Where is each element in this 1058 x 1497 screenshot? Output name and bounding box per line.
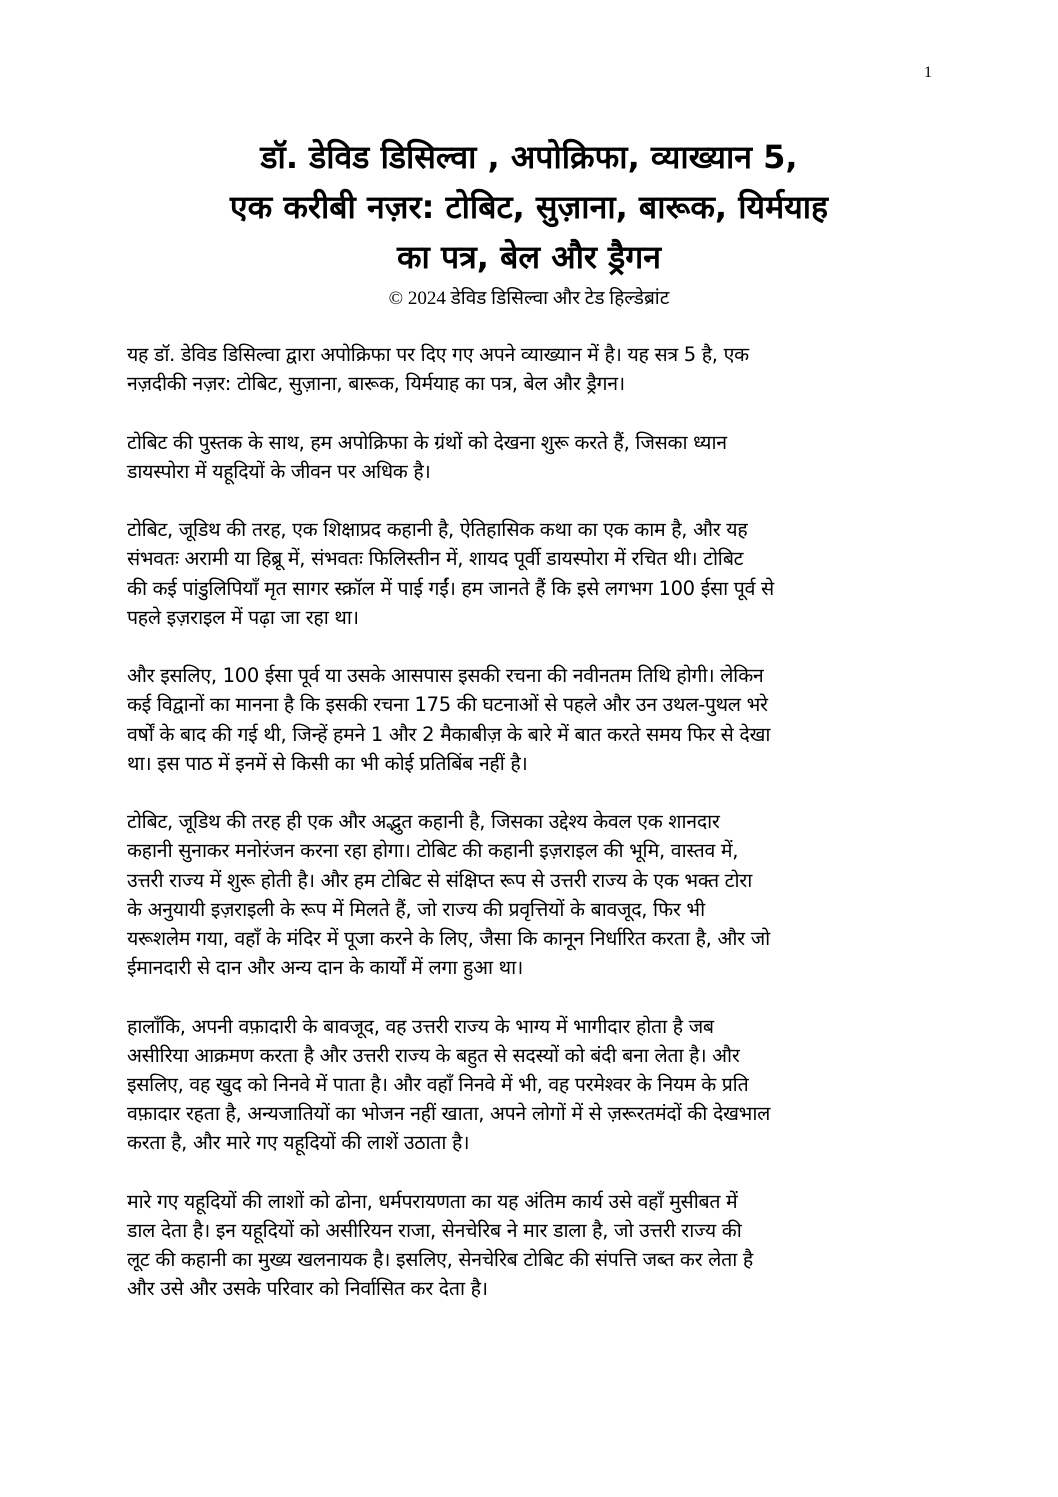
text-line: ईमानदारी से दान और अन्य दान के कार्यों में लगा हुआ था।: [127, 956, 523, 980]
text-line: के अनुयायी इज़राइली के रूप में मिलते हैं, जो राज्य की प्रवृत्तियों के बावजूद, फिर भी: [127, 897, 705, 921]
text-line: कई विद्वानों का मानना है कि इसकी रचना 175 की घटनाओं से पहले और उन उथल-पुथल भरे: [127, 693, 768, 717]
title-line: एक करीबी नज़र: टोबिट, सुज़ाना, बारूक, यिर्मयाह: [229, 188, 829, 226]
text-line: मारे गए यहूदियों की लाशों को ढोना, धर्मपरायणता का यह अंतिम कार्य उसे वहाँ मुसीबत में: [127, 1189, 738, 1213]
paragraph: [127, 428, 774, 486]
text-line: था। इस पाठ में इनमें से किसी का भी कोई प्रतिबिंब नहीं है।: [127, 751, 528, 775]
paragraph: [127, 515, 774, 632]
page-number: 1: [924, 64, 932, 81]
text-line: और उसे और उसके परिवार को निर्वासित कर देता है।: [127, 1277, 488, 1301]
document-title: [0, 132, 1058, 282]
paragraph: [127, 1012, 774, 1158]
text-line: की कई पांडुलिपियाँ मृत सागर स्क्रॉल में पाई गईं। हम जानते हैं कि इसे लगभग 100 ईसा पूर्व से: [127, 576, 774, 600]
text-line: इसलिए, वह खुद को निनवे में पाता है। और वहाँ निनवे में भी, वह परमेश्वर के नियम के प्रति: [127, 1073, 749, 1096]
text-line: यरूशलेम गया, वहाँ के मंदिर में पूजा करने के लिए, जैसा कि कानून निर्धारित करता है, और जो: [127, 927, 770, 950]
text-line: यह डॉ. डेविड डिसिल्वा द्वारा अपोक्रिफा पर दिए गए अपने व्याख्यान में है। यह सत्र 5 है, एक: [127, 343, 749, 366]
text-line: डायस्पोरा में यहूदियों के जीवन पर अधिक है।: [127, 459, 431, 483]
paragraph: [127, 340, 774, 398]
paragraph: [127, 661, 774, 778]
text-line: हालाँकि, अपनी वफ़ादारी के बावजूद, वह उत्तरी राज्य के भाग्य में भागीदार होता है जब: [127, 1014, 714, 1038]
text-line: असीरिया आक्रमण करता है और उत्तरी राज्य के बहुत से सदस्यों को बंदी बना लेता है। और: [127, 1043, 740, 1067]
text-line: लूट की कहानी का मुख्य खलनायक है। इसलिए, सेनचेरिब टोबिट की संपत्ति जब्त कर लेता है: [127, 1248, 753, 1272]
text-line: संभवतः अरामी या हिब्रू में, संभवतः फिलिस्तीन में, शायद पूर्वी डायस्पोरा में रचित थी। टोबिट: [127, 547, 744, 571]
title-line: डॉ. डेविड डिसिल्वा , अपोक्रिफा, व्याख्यान 5,: [260, 138, 798, 176]
text-line: डाल देता है। इन यहूदियों को असीरियन राजा, सेनचेरिब ने मार डाला है, जो उत्तरी राज्य की: [127, 1219, 742, 1242]
text-line: उत्तरी राज्य में शुरू होती है। और हम टोबिट से संक्षिप्त रूप से उत्तरी राज्य के एक भक्त टोरा: [127, 868, 752, 892]
text-line: टोबिट, जूडिथ की तरह, एक शिक्षाप्रद कहानी है, ऐतिहासिक कथा का एक काम है, और यह: [127, 518, 748, 542]
text-line: टोबिट की पुस्तक के साथ, हम अपोक्रिफा के ग्रंथों को देखना शुरू करते हैं, जिसका ध्यान: [127, 430, 727, 454]
text-line: वफ़ादार रहता है, अन्यजातियों का भोजन नहीं खाता, अपने लोगों में से ज़रूरतमंदों की देखभाल: [127, 1102, 771, 1126]
text-line: नज़दीकी नज़र: टोबिट, सुज़ाना, बारूक, यिर्मयाह का पत्र, बेल और ड्रैगन।: [127, 372, 625, 396]
text-line: और इसलिए, 100 ईसा पूर्व या उसके आसपास इसकी रचना की नवीनतम तिथि होगी। लेकिन: [127, 664, 764, 688]
copyright-line: © 2024 डेविड डिसिल्वा और टेड हिल्डेब्रांट: [388, 288, 670, 309]
text-line: कहानी सुनाकर मनोरंजन करना रहा होगा। टोबिट की कहानी इज़राइल की भूमि, वास्तव में,: [127, 839, 739, 863]
document-body: [127, 340, 774, 1333]
title-line: का पत्र, बेल और ड्रैगन: [396, 238, 662, 276]
text-line: करता है, और मारे गए यहूदियों की लाशें उठाता है।: [127, 1131, 470, 1155]
text-line: पहले इज़राइल में पढ़ा जा रहा था।: [127, 605, 359, 629]
paragraph: [127, 807, 774, 982]
text-line: टोबिट, जूडिथ की तरह ही एक और अद्भुत कहानी है, जिसका उद्देश्य केवल एक शानदार: [127, 810, 720, 834]
paragraph: [127, 1187, 774, 1304]
text-line: वर्षों के बाद की गई थी, जिन्हें हमने 1 और 2 मैकाबीज़ के बारे में बात करते समय फिर से देखा: [127, 722, 771, 746]
